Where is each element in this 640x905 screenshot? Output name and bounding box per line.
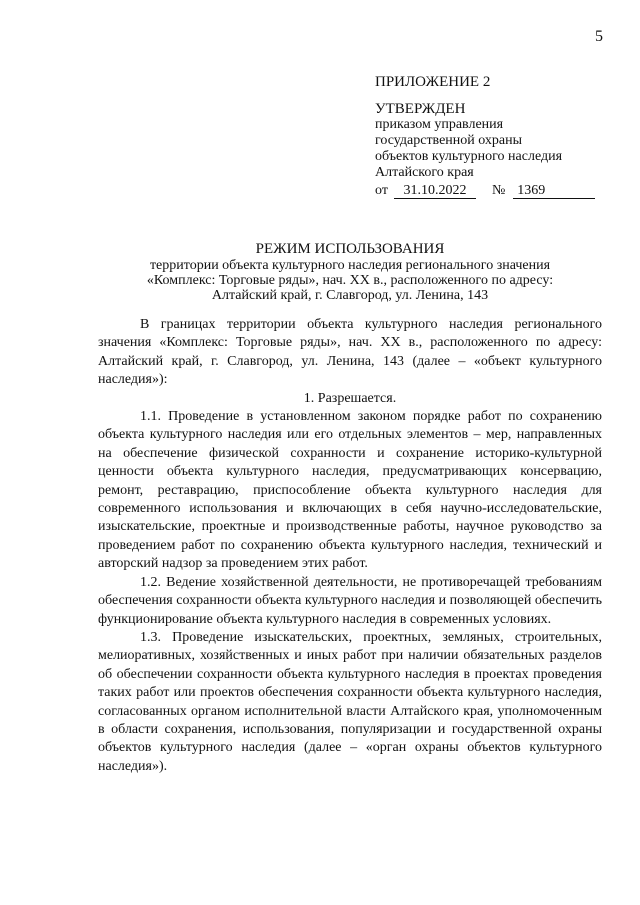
clause-1-2: 1.2. Ведение хозяйственной деятельности, не противоречащей требованиям обеспечения сохранности объекта культурного наследия и позволяющей обеспечить функционирование объекта культурного наследия в современных условиях. <box>98 574 602 627</box>
clause-1-1: 1.1. Проведение в установленном законом порядке работ по сохранению объекта культурного наследия или его отдельных элементов – мер, направленных на обеспечение физической сохранности и сохранение историко-культурной ценности объекта культурного наследия, предусматривающих консервацию, ремонт, реставрацию, приспособление объекта культурного наследия для современного использования и включающих в себя научно-исследовательские, изыскательские, проектные и производственные работы, научное руководство за проведением работ по сохранению объекта культурного наследия, технический и авторский надзор за проведением этих работ. <box>98 409 602 572</box>
order-date-number-row <box>375 183 620 199</box>
approval-stamp-block <box>375 74 620 199</box>
document-body <box>98 316 602 776</box>
title-subline: Алтайский край, г. Славгород, ул. Ленина, 143 <box>211 288 489 303</box>
intro-paragraph: В границах территории объекта культурного наследия регионального значения «Комплекс: Торговые ряды», нач. XX в., расположенного по адресу: Алтайский край, г. Славгород, ул. Ленина, 143 (далее – «объект культурного наследия»): <box>98 317 602 388</box>
approval-line: государственной охраны <box>375 133 523 148</box>
title-subline: территории объекта культурного наследия регионального значения <box>149 258 551 273</box>
order-number: 1369 <box>513 183 595 199</box>
title-subline: «Комплекс: Торговые ряды», нач. XX в., расположенного по адресу: <box>146 273 554 288</box>
clause-1-3: 1.3. Проведение изыскательских, проектных, земляных, строительных, мелиоративных, хозяйственных и иных работ при наличии обязательных разделов об обеспечении сохранности объекта культурного наследия в проектах проведения таких работ или проектов обеспечения сохранности объекта культурного наследия, согласованных органом исполнительной власти Алтайского края, уполномоченным в области сохранения, использования, популяризации и государственной охраны объектов культурного наследия (далее – «орган охраны объектов культурного наследия»). <box>98 629 602 774</box>
approved-label: УТВЕРЖДЕН <box>375 101 466 117</box>
document-title: РЕЖИМ ИСПОЛЬЗОВАНИЯ <box>255 241 445 257</box>
appendix-title: ПРИЛОЖЕНИЕ 2 <box>375 74 491 90</box>
approval-line: объектов культурного наследия <box>375 149 563 164</box>
number-label: № <box>491 183 506 198</box>
order-date: 31.10.2022 <box>394 183 476 199</box>
date-label: от <box>375 183 388 198</box>
approval-line: приказом управления <box>375 117 504 132</box>
section-heading: 1. Разрешается. <box>303 390 397 406</box>
page-number: 5 <box>595 28 603 45</box>
approval-line: Алтайского края <box>375 165 474 180</box>
document-title-block <box>100 242 600 303</box>
